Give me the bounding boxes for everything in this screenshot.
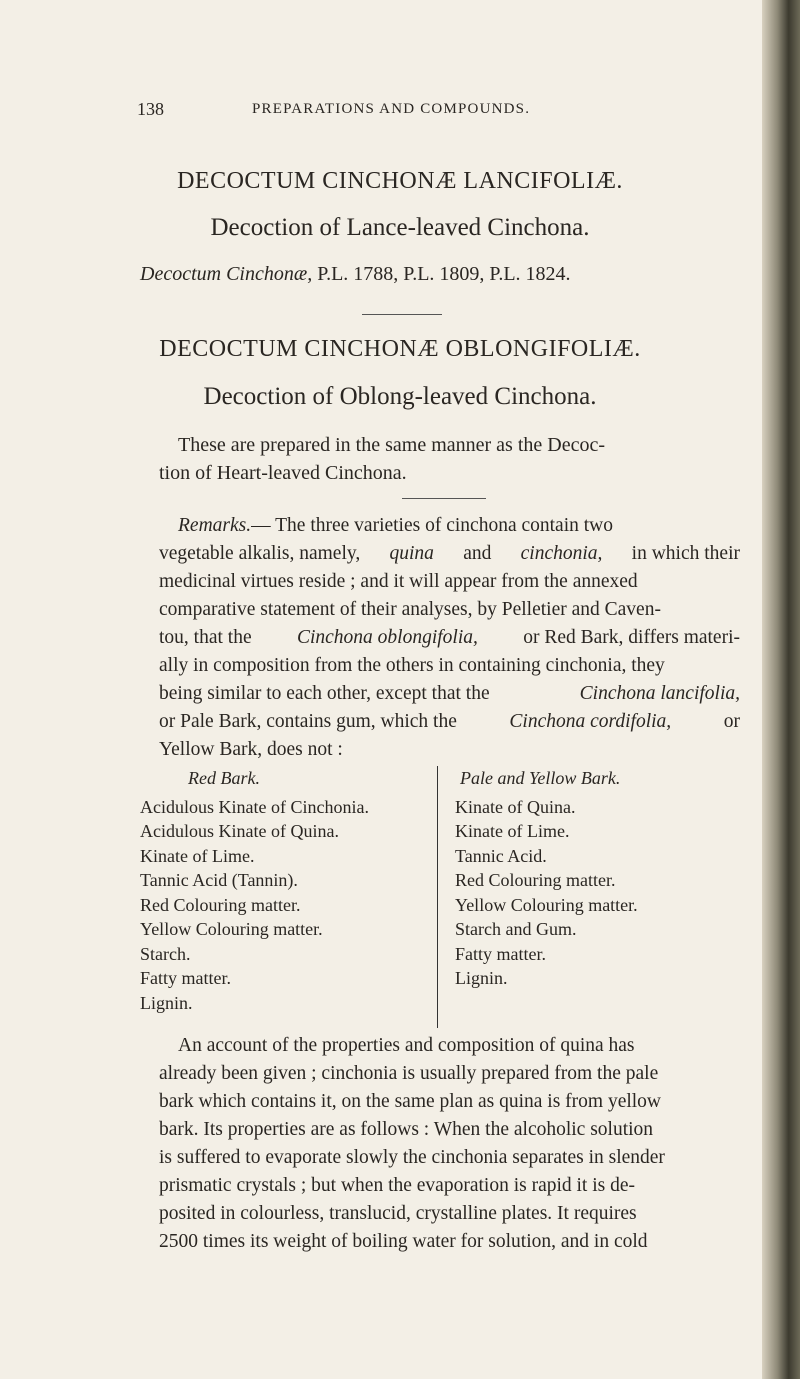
list-item: Starch.: [140, 943, 191, 964]
list-item: Kinate of Lime.: [455, 821, 570, 841]
closing-text: An account of the properties and composition of quina has: [178, 1035, 635, 1056]
reference-italic: Decoctum Cinchonæ,: [140, 263, 313, 285]
remarks-italic: cinchonia,: [520, 543, 603, 564]
list-item: Yellow Colouring matter.: [140, 919, 323, 939]
closing-paragraph: [140, 1032, 740, 1256]
list-item: Red Colouring matter.: [140, 894, 301, 915]
remarks-italic: Cinchona lancifolia,: [579, 683, 740, 704]
list-item: Lignin.: [455, 968, 508, 988]
remarks-text: in which their: [631, 543, 740, 564]
running-title: PREPARATIONS AND COMPOUNDS.: [252, 101, 531, 117]
remarks-text: being similar to each other, except that the: [159, 683, 490, 704]
remarks-italic: Cinchona cordifolia,: [509, 711, 672, 732]
section2-subtitle: Decoction of Oblong-leaved Cinchona.: [203, 383, 597, 410]
remarks-text: Yellow Bark, does not :: [159, 739, 343, 760]
remarks-text: or: [723, 711, 740, 732]
remarks-italic: Cinchona oblongifolia,: [296, 627, 478, 648]
pale-yellow-bark-list: [455, 766, 745, 991]
list-item: Tannic Acid (Tannin).: [140, 870, 298, 890]
list-item: Kinate of Quina.: [455, 796, 576, 817]
pale-yellow-bark-title: Pale and Yellow Bark.: [460, 768, 621, 788]
remarks-text: comparative statement of their analyses, by Pelletier and Caven-: [159, 599, 661, 620]
section1-title: DECOCTUM CINCHONÆ LANCIFOLIÆ.: [177, 168, 623, 194]
list-item: Tannic Acid.: [455, 845, 547, 866]
list-item: Acidulous Kinate of Quina.: [140, 821, 339, 841]
closing-text: already been given ; cinchonia is usually prepared from the pale: [159, 1063, 659, 1084]
remarks-text: or Pale Bark, contains gum, which the: [159, 711, 457, 732]
remarks-text: ally in composition from the others in containing cinchonia, they: [159, 655, 665, 676]
list-item: Red Colouring matter.: [455, 870, 616, 890]
remarks-text: tou, that the: [159, 627, 252, 648]
page-edge-shadow: [762, 0, 800, 1379]
page-number: 138: [137, 99, 164, 119]
list-item: Yellow Colouring matter.: [455, 894, 638, 915]
remarks-text: vegetable alkalis, namely,: [159, 543, 361, 564]
remarks-paragraph: [140, 512, 740, 764]
closing-text: prismatic crystals ; but when the evaporation is rapid it is de-: [159, 1175, 636, 1196]
list-item: Kinate of Lime.: [140, 845, 255, 866]
list-item: Fatty matter.: [455, 943, 546, 964]
closing-text: bark. Its properties are as follows : When the alcoholic solution: [159, 1119, 654, 1140]
red-bark-list: [140, 766, 430, 1015]
section1-reference: [140, 263, 571, 286]
remarks-text: and: [463, 543, 492, 564]
list-item: Acidulous Kinate of Cinchonia.: [140, 796, 369, 817]
closing-text: is suffered to evaporate slowly the cinchonia separates in slender: [159, 1147, 665, 1168]
remarks-text: — The three varieties of cinchona contain two: [251, 515, 613, 536]
list-item: Fatty matter.: [140, 968, 231, 988]
list-item: Starch and Gum.: [455, 919, 577, 939]
section2-line: These are prepared in the same manner as the Decoc-: [178, 434, 606, 456]
remarks-italic: quina: [389, 543, 434, 564]
section2-paragraph: [140, 431, 740, 487]
remarks-text: or Red Bark, differs materi-: [523, 627, 740, 648]
section1-subtitle: Decoction of Lance-leaved Cinchona.: [210, 214, 590, 241]
remarks-text: medicinal virtues reside ; and it will appear from the annexed: [159, 571, 638, 592]
closing-text: bark which contains it, on the same plan as quina is from yellow: [159, 1091, 662, 1112]
list-item: Lignin.: [140, 992, 193, 1013]
section-divider: [362, 314, 442, 315]
closing-text: posited in colourless, translucid, crystalline plates. It requires: [159, 1203, 637, 1224]
column-divider: [437, 766, 438, 1028]
section2-line: tion of Heart-leaved Cinchona.: [159, 462, 407, 484]
red-bark-title: Red Bark.: [188, 768, 260, 788]
section-divider: [402, 498, 486, 499]
remarks-label: Remarks.: [178, 515, 252, 536]
reference-editions: P.L. 1788, P.L. 1809, P.L. 1824.: [317, 263, 571, 285]
section2-title: DECOCTUM CINCHONÆ OBLONGIFOLIÆ.: [159, 336, 641, 362]
closing-text: 2500 times its weight of boiling water for solution, and in cold: [159, 1231, 648, 1252]
